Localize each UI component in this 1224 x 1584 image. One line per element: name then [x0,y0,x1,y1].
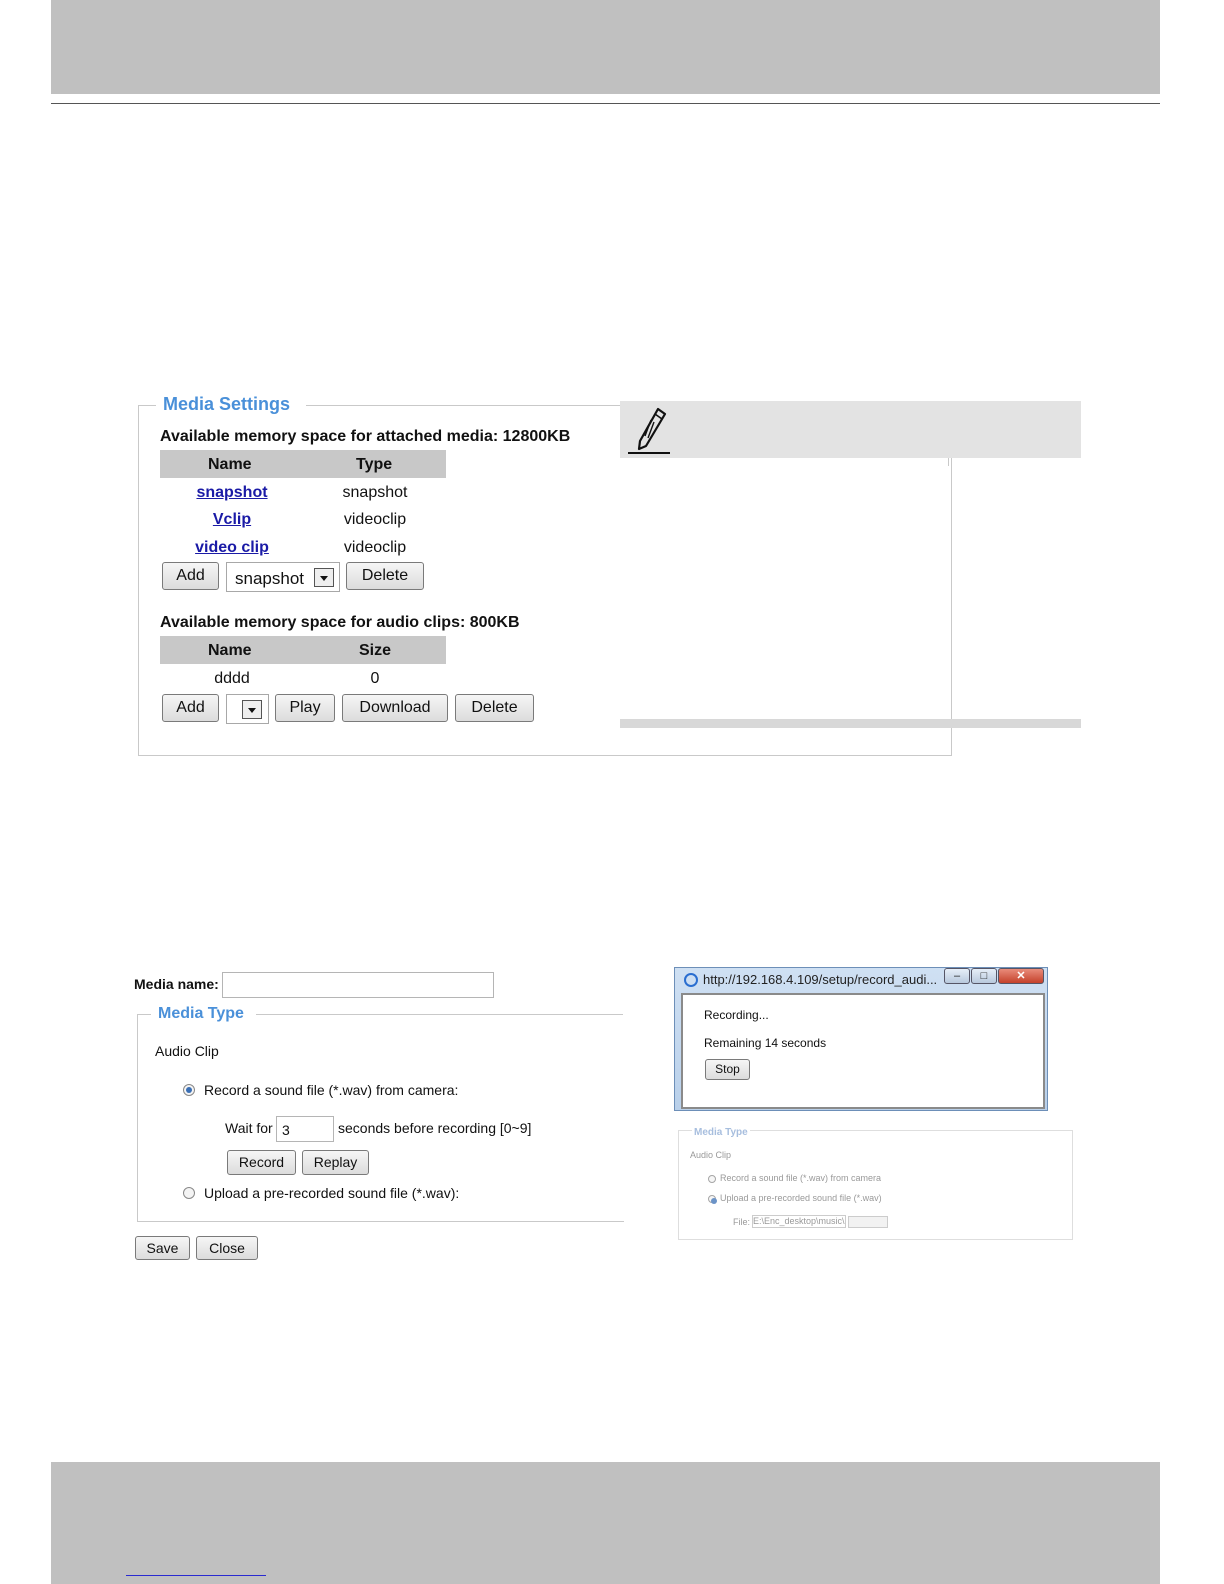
audio-memory-label: Available memory space for audio clips: 800KB [160,614,520,631]
media-link-snapshot[interactable]: snapshot [196,484,268,501]
save-button[interactable]: Save [135,1236,190,1260]
audio-table-header [160,636,446,664]
col-type-header: Type [356,456,393,473]
media-type-select-value: snapshot [235,569,304,588]
stop-button[interactable]: Stop [705,1059,750,1080]
media-type-select[interactable] [226,562,340,592]
upload-radio[interactable] [183,1187,195,1199]
fieldset-border [306,405,620,406]
thumb-record-radio [708,1175,716,1183]
chevron-down-icon[interactable] [314,568,334,587]
col-name-header: Name [208,456,252,473]
thumb-browse-button [848,1216,888,1228]
maximize-icon[interactable]: □ [971,968,997,984]
fieldset-border [137,1014,151,1015]
fieldset-border [138,405,156,406]
upload-option-label: Upload a pre-recorded sound file (*.wav): [204,1185,460,1201]
recording-status: Recording... [704,1008,769,1022]
media-type-thumbnail [678,1127,1073,1240]
col-size-header: Size [359,642,392,659]
record-option-label: Record a sound file (*.wav) from camera: [204,1082,459,1098]
download-audio-button[interactable]: Download [342,694,448,722]
fieldset-border [256,1014,623,1015]
thumb-upload-option: Upload a pre-recorded sound file (*.wav) [720,1193,882,1203]
audio-size-cell: 0 [370,670,380,687]
note-underline [628,452,670,454]
browser-icon [684,973,698,987]
add-audio-button[interactable]: Add [162,694,219,722]
minimize-icon[interactable]: – [944,968,970,984]
media-type-cell: videoclip [343,511,407,528]
thumb-file-input: E:\Enc_desktop\music\ [753,1216,845,1226]
thumb-upload-radio [708,1195,716,1203]
thumb-record-option: Record a sound file (*.wav) from camera [720,1173,882,1183]
audio-clip-label: Audio Clip [155,1043,219,1059]
audio-clip-select[interactable] [226,694,269,724]
media-name-input[interactable] [222,972,494,998]
play-audio-button[interactable]: Play [275,694,335,722]
seconds-label: seconds before recording [0~9] [338,1120,532,1136]
add-media-button[interactable]: Add [162,562,219,590]
close-button[interactable]: Close [196,1236,258,1260]
media-type-legend: Media Type [158,1005,244,1022]
header-divider [51,103,1160,104]
thumb-audio-clip-label: Audio Clip [690,1150,732,1160]
attached-memory-label: Available memory space for attached media: 12800KB [160,428,571,445]
thumb-legend: Media Type [694,1127,748,1138]
fieldset-border [948,458,949,466]
table-row [160,539,304,557]
note-box-footer [620,719,1081,728]
footer-link[interactable] [126,1575,266,1576]
popup-title: http://192.168.4.109/setup/record_audi... [703,972,938,987]
wait-seconds-input[interactable]: 3 [276,1116,334,1142]
table-row [160,511,304,529]
media-table-header [160,450,446,478]
replay-button[interactable]: Replay [302,1150,369,1175]
chevron-down-icon[interactable] [242,700,262,719]
media-link-vclip[interactable]: Vclip [212,511,252,528]
wait-label: Wait for [225,1120,273,1136]
table-row [160,484,304,502]
pencil-icon [634,406,670,452]
close-icon[interactable]: ✕ [998,968,1044,984]
col-name-header: Name [208,642,252,659]
page-header-bar [51,0,1160,94]
remaining-time: Remaining 14 seconds [704,1036,827,1050]
media-link-video-clip[interactable]: video clip [195,539,269,556]
thumb-file-label: File: [733,1217,751,1227]
audio-name-cell: dddd [214,670,250,687]
note-box-header [620,401,1081,458]
media-name-label: Media name: [134,976,219,992]
record-radio[interactable] [183,1084,195,1096]
record-button[interactable]: Record [227,1150,296,1175]
media-type-cell: videoclip [343,539,407,556]
delete-media-button[interactable]: Delete [346,562,424,590]
page-footer-bar [51,1462,1160,1584]
delete-audio-button[interactable]: Delete [455,694,534,722]
media-type-cell: snapshot [342,484,408,501]
media-settings-legend: Media Settings [163,394,291,414]
